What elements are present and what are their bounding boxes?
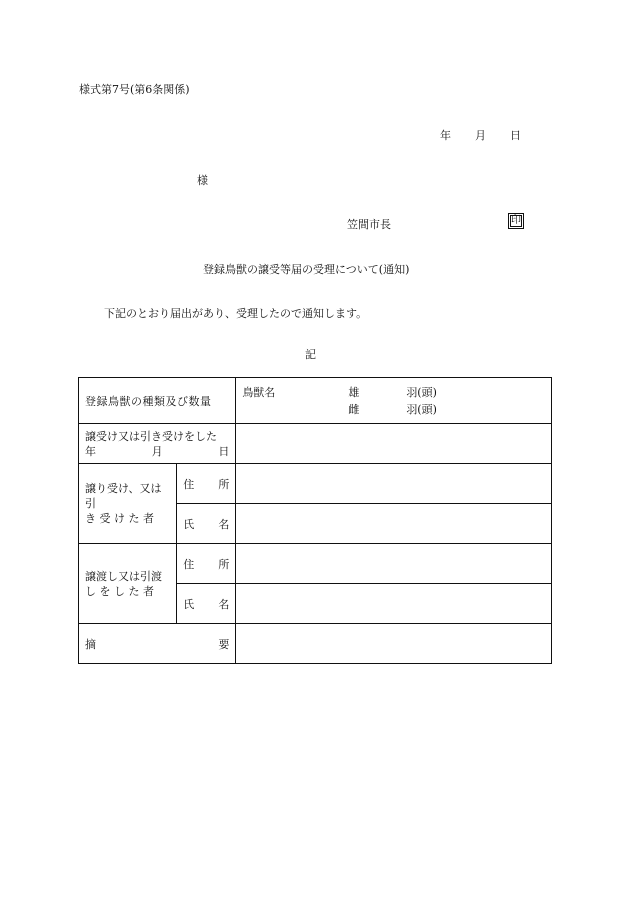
address-char-1: 住 (183, 557, 195, 571)
receiver-address-label-cell (177, 464, 236, 504)
address-char-2: 所 (218, 477, 230, 491)
form-number: 様式第7号(第6条関係) (79, 83, 190, 96)
remarks-char-2: 要 (218, 637, 230, 651)
giver-name-label-cell (177, 584, 236, 624)
species-label-cell (79, 378, 236, 424)
date-line (440, 127, 521, 143)
giver-name-label (183, 596, 229, 612)
transfer-date-month: 月 (151, 444, 163, 458)
body-text: 下記のとおり届出があり、受理したので通知します。 (104, 307, 368, 320)
giver-label-line2: し を し た 者 (85, 584, 154, 598)
male-label: 雄 (348, 386, 360, 399)
species-row (79, 378, 552, 424)
transfer-date-year: 年 (85, 444, 96, 458)
document-title: 登録鳥獣の譲受等届の受理について(通知) (203, 263, 410, 276)
receiver-address-label (183, 476, 229, 492)
transfer-date-value (236, 424, 552, 464)
giver-address-value (236, 544, 552, 584)
species-value-cell (236, 378, 552, 424)
transfer-date-ymd (85, 444, 229, 459)
female-count-unit: 羽(頭) (406, 403, 437, 416)
receiver-address-row (79, 464, 552, 504)
female-label: 雌 (348, 403, 360, 416)
remarks-value (236, 624, 552, 664)
transfer-date-label: 譲受け又は引き受けをした (85, 429, 217, 443)
male-count-unit: 羽(頭) (406, 386, 437, 399)
ki-heading: 記 (305, 348, 316, 361)
remarks-label (85, 636, 229, 652)
issuer-name: 笠間市長 (347, 218, 391, 231)
addressee-suffix: 様 (197, 174, 208, 187)
remarks-label-cell (79, 624, 236, 664)
receiver-name-label-cell (177, 504, 236, 544)
receiver-name-label (183, 516, 229, 532)
date-month-label: 月 (475, 129, 486, 142)
giver-label-cell (79, 544, 177, 624)
name-char-1: 氏 (183, 517, 195, 531)
giver-address-row (79, 544, 552, 584)
name-char-2: 名 (218, 517, 230, 531)
date-year-label: 年 (440, 129, 451, 142)
address-char-1: 住 (183, 477, 195, 491)
remarks-row (79, 624, 552, 664)
receiver-name-value (236, 504, 552, 544)
receiver-label-line1: 譲り受け、又は引 (85, 482, 162, 510)
transfer-date-day: 日 (218, 444, 230, 458)
notification-table (78, 377, 552, 664)
name-char-1: 氏 (183, 597, 195, 611)
bird-name-label: 鳥獣名 (242, 386, 276, 399)
giver-address-label-cell (177, 544, 236, 584)
transfer-date-row (79, 424, 552, 464)
seal-stamp: 印 (508, 213, 524, 229)
giver-address-label (183, 556, 229, 572)
species-grid (242, 384, 545, 417)
receiver-address-value (236, 464, 552, 504)
date-day-label: 日 (510, 129, 521, 142)
name-char-2: 名 (218, 597, 230, 611)
receiver-label-line2: き 受 け た 者 (85, 512, 154, 525)
giver-label-line1: 譲渡し又は引渡 (85, 569, 162, 583)
transfer-date-label-cell (79, 424, 236, 464)
species-label: 登録鳥獣の種類及び数量 (85, 394, 212, 408)
remarks-char-1: 摘 (85, 637, 96, 651)
receiver-label-cell (79, 464, 177, 544)
address-char-2: 所 (218, 557, 230, 571)
giver-name-value (236, 584, 552, 624)
